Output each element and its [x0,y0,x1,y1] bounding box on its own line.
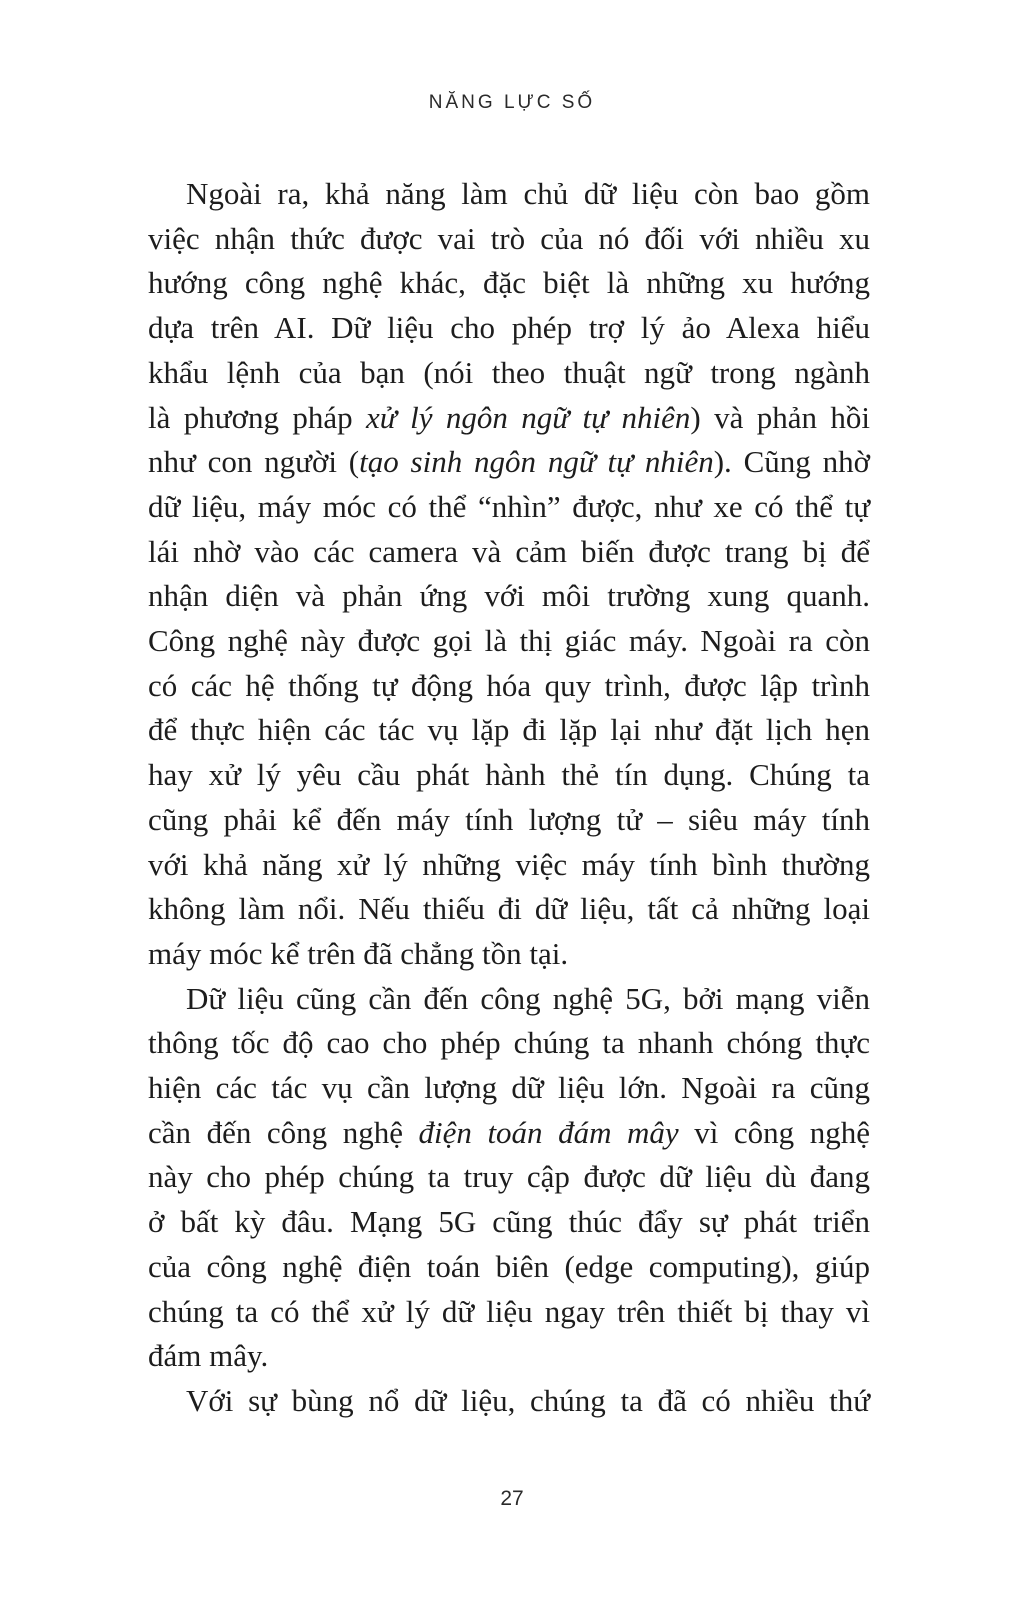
text-line: máy móc kể trên đã chẳng tồn tại. [148,935,569,971]
running-header: NĂNG LỰC SỐ [428,92,596,113]
text-line: Ngoài ra, khả năng làm chủ dữ liệu còn bao gồm [186,176,870,211]
text-line: hay xử lý yêu cầu phát hành thẻ tín dụng. Chúng ta [148,757,870,793]
text-line: ở bất kỳ đâu. Mạng 5G cũng thúc đẩy sự phát triển [148,1204,870,1240]
paragraph-1 [148,172,870,977]
text-span: vì công nghệ [678,1114,870,1150]
text-line [148,440,870,485]
text-span: là phương pháp [148,399,367,435]
text-span: như con người ( [148,444,360,480]
text-line: với khả năng xử lý những việc máy tính bình thường [148,846,870,882]
text-line: chúng ta có thể xử lý dữ liệu ngay trên thiết bị thay vì [148,1293,870,1329]
text-line: thông tốc độ cao cho phép chúng ta nhanh chóng thực [148,1025,870,1061]
italic-term: tạo sinh ngôn ngữ tự nhiên [359,444,714,480]
text-line: hiện các tác vụ cần lượng dữ liệu lớn. Ngoài ra cũng [148,1070,870,1106]
text-line: của công nghệ điện toán biên (edge computing), giúp [148,1248,870,1284]
text-span: ) và phản hồi [690,399,870,435]
italic-term: xử lý ngôn ngữ tự nhiên [366,399,691,435]
text-line: Công nghệ này được gọi là thị giác máy. Ngoài ra còn [148,623,870,659]
text-line: có các hệ thống tự động hóa quy trình, được lập trình [148,667,870,703]
italic-term: điện toán đám mây [418,1114,679,1150]
text-line: cũng phải kể đến máy tính lượng tử – siêu máy tính [148,801,870,837]
text-line [148,1111,870,1156]
text-line: dữ liệu, máy móc có thể “nhìn” được, như xe có thể tự [148,488,870,524]
text-line: dựa trên AI. Dữ liệu cho phép trợ lý ảo Alexa hiểu [148,310,870,346]
text-line: nhận diện và phản ứng với môi trường xung quanh. [148,578,870,614]
text-line: này cho phép chúng ta truy cập được dữ liệu dù đang [148,1159,870,1195]
text-line: để thực hiện các tác vụ lặp đi lặp lại như đặt lịch hẹn [148,712,870,748]
paragraph-3 [148,1379,870,1424]
text-line: không làm nổi. Nếu thiếu đi dữ liệu, tất cả những loại [148,891,870,927]
text-line: đám mây. [148,1338,269,1374]
text-line: hướng công nghệ khác, đặc biệt là những xu hướng [148,265,870,301]
text-span: ). Cũng nhờ [713,444,870,480]
text-line: Với sự bùng nổ dữ liệu, chúng ta đã có nhiều thứ [186,1382,870,1418]
body-text [148,172,870,1424]
text-line: Dữ liệu cũng cần đến công nghệ 5G, bởi mạng viễn [186,980,870,1016]
text-span: cần đến công nghệ [148,1114,419,1150]
page-number: 27 [500,1487,524,1510]
text-line: lái nhờ vào các camera và cảm biến được trang bị để [148,533,870,569]
paragraph-2 [148,977,870,1379]
text-line: việc nhận thức được vai trò của nó đối với nhiều xu [148,220,870,256]
text-line [148,396,870,441]
text-line: khẩu lệnh của bạn (nói theo thuật ngữ trong ngành [148,354,870,390]
